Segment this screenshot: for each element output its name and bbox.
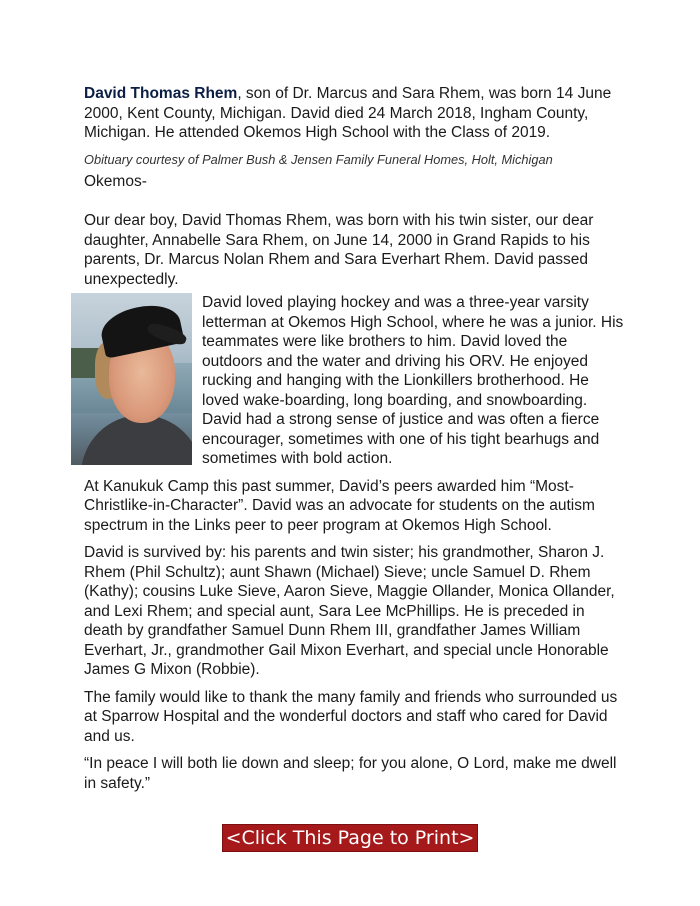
paragraph-hockey: David loved playing hockey and was a three-year varsity letterman at Okemos High School, where he was a junior. His teammates were like brothers to him. David loved the outdoors and the water and driving his ORV. He enjoyed rucking and hanging with the Lionkillers brotherhood. He loved wake-boarding, long boarding, and snowboarding. David had a strong sense of justice and was often a fierce encourager, sometimes with one of his tight bearhugs and sometimes with bold action. <box>202 294 624 467</box>
intro-text: , son of Dr. Marcus and Sara Rhem, was born 14 June 2000, Kent County, Michigan. David died 24 March 2018, Ingham County, Michigan. He attended Okemos High School with the Class of 2019. <box>84 85 612 141</box>
paragraph-camp: At Kanukuk Camp this past summer, David’s peers awarded him “Most-Christlike-in-Character”. David was an advocate for students on the autism spectrum in the Links peer to peer program at Okemos High School. <box>84 477 595 534</box>
intro-paragraph <box>84 84 624 143</box>
deceased-name: David Thomas Rhem <box>84 85 238 102</box>
paragraph-survivors: David is survived by: his parents and twin sister; his grandmother, Sharon J. Rhem (Phil Schultz); aunt Shawn (Michael) Sieve; uncle Samuel D. Rhem (Kathy); cousins Luke Sieve, Aaron Sieve, Maggie Ollander, Monica Ollander, and Lexi Rhem; and special aunt, Sara Lee McPhillips. He is preceded in death by grandfather Samuel Dunn Rhem III, grandfather James William Everhart, Jr., grandmother Gail Mixon Everhart, and special uncle Honorable James G Mixon (Robbie). <box>84 544 615 678</box>
paragraph-thanks: The family would like to thank the many family and friends who surrounded us at Sparrow Hospital and the wonderful doctors and staff who cared for David and us. <box>84 688 618 745</box>
photo-and-bio <box>84 293 624 469</box>
print-area <box>0 824 700 852</box>
obituary-credit: Obituary courtesy of Palmer Bush & Jensen Family Funeral Homes, Holt, Michigan <box>84 151 553 167</box>
portrait-photo <box>71 293 192 465</box>
city-heading: Okemos- <box>84 172 147 190</box>
paragraph-birth: Our dear boy, David Thomas Rhem, was born with his twin sister, our dear daughter, Annabelle Sara Rhem, on June 14, 2000 in Grand Rapids to his parents, Dr. Marcus Nolan Rhem and Sara Everhart Rhem. David passed unexpectedly. <box>84 212 594 288</box>
print-page-button[interactable]: <Click This Page to Print> <box>222 824 479 852</box>
obituary-page <box>84 84 624 793</box>
paragraph-scripture: “In peace I will both lie down and sleep; for you alone, O Lord, make me dwell in safety.” <box>84 755 617 792</box>
